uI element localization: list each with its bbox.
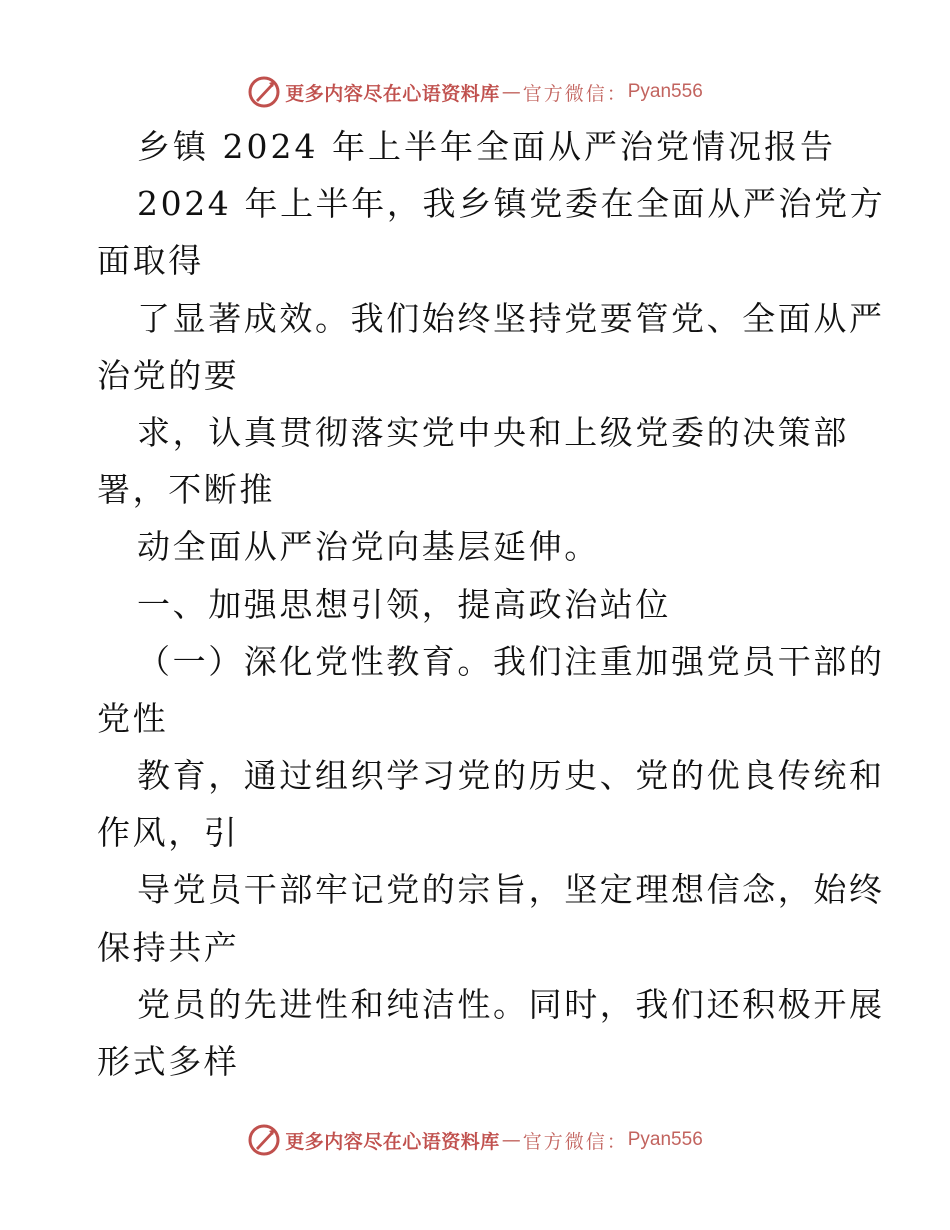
watermark-separator: — (501, 81, 521, 103)
watermark-label: 官方微信： (522, 1130, 628, 1153)
header-watermark (0, 72, 950, 112)
paragraph-line: 面取得 (97, 241, 204, 281)
paragraph-line: 形式多样 (97, 1042, 240, 1081)
paragraph-line: 作风，引 (97, 813, 240, 853)
paragraph-line: 党员的先进性和纯洁性。同时，我们还积极开展 (137, 984, 885, 1024)
footer-watermark (0, 1120, 950, 1160)
paragraph-line: 了显著成效。我们始终坚持党要管党、全面从严 (137, 298, 885, 338)
paragraph-line: 动全面从严治党向基层延伸。 (137, 527, 600, 567)
quill-circle-icon (247, 1123, 281, 1157)
paragraph-line: 求，认真贯彻落实党中央和上级党委的决策部 (137, 412, 849, 452)
document-body (97, 118, 886, 1090)
watermark-wechat-id: Pyan556 (627, 1129, 703, 1150)
paragraph-line: 党性 (97, 698, 169, 738)
watermark-brand: 更多内容尽在心语资料库 (285, 1130, 500, 1153)
section-heading: 一、加强思想引领，提高政治站位 (137, 584, 671, 624)
paragraph-line: 署，不断推 (97, 470, 275, 510)
paragraph-line: 保持共产 (97, 927, 240, 967)
quill-circle-icon (247, 75, 281, 109)
watermark-wechat-id: Pyan556 (627, 81, 703, 102)
watermark-brand: 更多内容尽在心语资料库 (285, 82, 500, 105)
watermark-label: 官方微信： (522, 82, 628, 105)
watermark-separator: — (501, 1129, 521, 1151)
paragraph-line: 治党的要 (97, 355, 240, 395)
paragraph-line: （一）深化党性教育。我们注重加强党员干部的 (137, 641, 885, 681)
paragraph-line: 教育，通过组织学习党的历史、党的优良传统和 (137, 756, 885, 796)
document-title: 乡镇 2024 年上半年全面从严治党情况报告 (137, 127, 836, 166)
paragraph-line: 2024 年上半年，我乡镇党委在全面从严治党方 (137, 184, 886, 224)
paragraph-line: 导党员干部牢记党的宗旨，坚定理想信念，始终 (137, 870, 885, 910)
